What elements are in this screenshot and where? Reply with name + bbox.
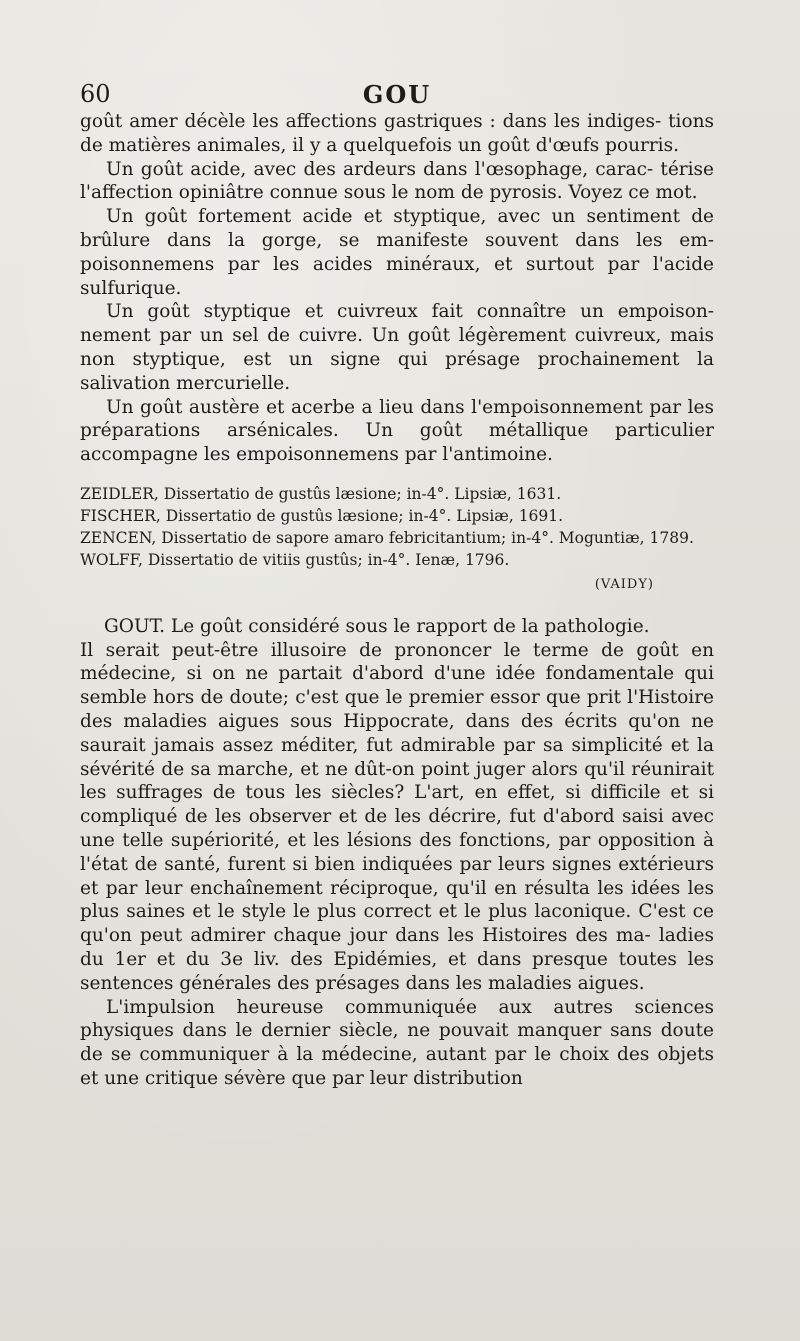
paragraph: Un goût styptique et cuivreux fait connaître un empoison- nement par un sel de cuivre. Un goût légèrement cuivreux, mais non styptique, est un signe qui présage prochainement la salivation mercurielle. — [80, 301, 714, 394]
paragraph: goût amer décèle les affections gastriques : dans les indiges- tions de matières animales, il y a quelquefois un goût d'œufs pourris. — [80, 111, 714, 156]
paragraph: Il serait peut-être illusoire de prononcer le terme de goût en médecine, si on ne partait d'abord d'une idée fondamentale qui semble hors de doute; c'est que le premier essor que prit l'Histoire des maladies aigues sous Hippocrate, dans des écrits qu'on ne saurait jamais assez méditer, fut admirable par sa simplicité et la sévérité de sa marche, et ne dût-on point juger alors qu'il réunirait les suffrages de tous les siècles? L'art, en effet, si difficile et si compliqué de les observer et de les décrire, fut d'abord saisi avec une telle supériorité, et les lésions des fonctions, par opposition à l'état de santé, furent si bien indiquées par leurs signes extérieurs et par leur enchaînement réciproque, qu'il en résulta les idées les plus saines et le style le plus correct et le plus laconique. C'est ce qu'on peut admirer chaque jour dans les Histoires des ma- ladies du 1er et du 3e liv. des Epidémies, et dans presque toutes les sentences générales des présages dans les maladies aigues. — [80, 639, 714, 994]
reference-entry: ZENCEN, Dissertatio de sapore amaro febricitantium; in-4°. Moguntiæ, 1789. — [80, 528, 694, 547]
page-body — [80, 110, 714, 1091]
bibliography — [80, 483, 714, 571]
page-header — [80, 80, 714, 110]
paragraph: L'impulsion heureuse communiquée aux autres sciences physiques dans le dernier siècle, ne pouvait manquer sans doute de se communiquer à la médecine, autant par le choix des objets et une critique sévère que par leur distribution — [80, 996, 714, 1089]
paragraph: Un goût austère et acerbe a lieu dans l'empoisonnement par les préparations arsénicales. Un goût métallique particulier accompagne les empoisonnemens par l'antimoine. — [80, 396, 714, 466]
running-head: GOU — [362, 80, 432, 109]
reference-entry: ZEIDLER, Dissertatio de gustûs læsione; in-4°. Lipsiæ, 1631. — [80, 484, 562, 503]
paragraph: Un goût fortement acide et styptique, avec un sentiment de brûlure dans la gorge, se manifeste souvent dans les em- poisonnemens par les acides minéraux, et surtout par l'acide sulfurique. — [80, 206, 714, 299]
paragraph: Un goût acide, avec des ardeurs dans l'œsophage, carac- térise l'affection opiniâtre connue sous le nom de pyrosis. Voyez ce mot. — [80, 158, 714, 204]
reference-entry: FISCHER, Dissertatio de gustûs læsione; in-4°. Lipsiæ, 1691. — [80, 506, 564, 525]
author-signature: (VAIDY) — [594, 576, 654, 592]
section-heading: GOUT. Le goût considéré sous le rapport de la pathologie. — [104, 615, 650, 637]
reference-entry: WOLFF, Dissertatio de vitiis gustûs; in-4°. Ienæ, 1796. — [80, 550, 510, 569]
page-number: 60 — [80, 80, 111, 108]
